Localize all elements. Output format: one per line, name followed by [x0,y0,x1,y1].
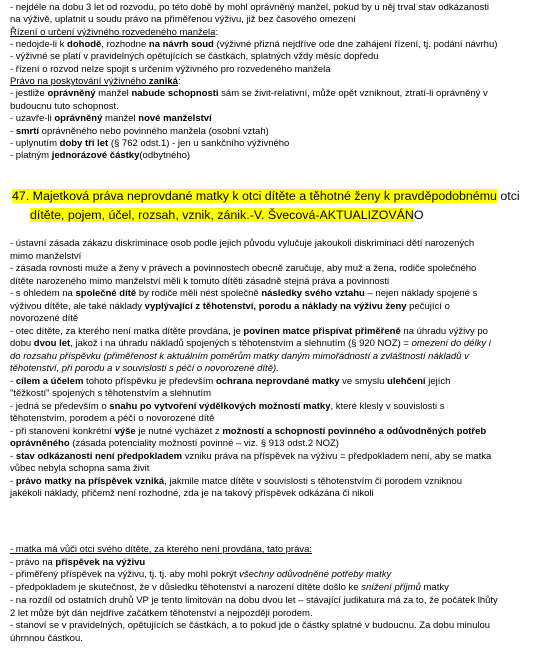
text-run: - nedojde-li k [10,39,68,51]
text-run: na návrh soud [148,39,214,51]
text-run: na výživě, uplatnit u soudu právo na přiměřenou výživu, již bez časového omezení [10,14,356,26]
paragraph-line [10,101,119,113]
paragraph-line [10,363,279,375]
text-run: jednorázové částky [51,150,140,162]
paragraph-line [10,313,78,325]
paragraph-line [10,438,339,450]
section-heading-line-2 [30,207,423,224]
text-run: oprávněný [54,113,103,125]
paragraph-line [10,620,490,632]
text-run: Právo na poskytování výživného [10,76,149,88]
paragraph-line [10,126,269,138]
paragraph-line [10,557,145,569]
paragraph-line [10,413,214,425]
text-run: oprávněného [10,438,70,449]
paragraph-line [10,338,491,350]
text-run: těhotenstvím, porodem a péčí o novorozené dítě [10,413,215,424]
text-run: - matka má vůči otci svého dítěte, za kterého není provdána, tato práva: [10,544,313,555]
text-run: novorozené dítě [10,313,79,324]
text-run: ulehčení [387,375,426,387]
text-run: dobu [10,338,34,349]
paragraph-line [10,401,445,413]
paragraph-line [10,463,149,475]
paragraph-line [10,2,489,14]
text-run: doby tří let [59,137,109,149]
text-run: možností a schopností povinného a odůvodněných potřeb [222,425,487,437]
text-run: jejích [425,375,451,387]
paragraph-line [10,263,476,275]
paragraph-line [10,39,497,51]
paragraph-line [10,376,450,388]
text-run: oprávněný [47,88,96,100]
text-run: - [10,475,16,487]
text-run: vzniku práva na příspěvek na výživu = předpokladem není, aby se matka [182,450,492,462]
text-run: "těžkostí" spojených s těhotenstvím a slehnutím [10,388,212,399]
paragraph-line [10,326,488,338]
paragraph-line [10,426,486,438]
text-run: , jakmile matce dítěte v souvislosti s těhotenstvím či porodem vzniknou [164,475,462,487]
text-run: snížení příjmů [361,582,421,594]
text-run: společné dítě [75,288,137,299]
text-run: stav odkázanosti není předpokladem [15,450,183,462]
paragraph-line [10,138,289,150]
paragraph-line [10,238,474,250]
text-run: - při stanovení konkrétní [10,425,115,437]
paragraph-line [10,388,211,400]
text-run: smrtí [15,125,40,137]
text-run: (odbytného) [139,150,191,162]
text-run: - předpokladem je skutečnost, že v důsledku těhotenství a narození dítěte došlo ke [10,582,362,594]
text-run: - stanoví se v pravidelných, opětujících se částkách, a to pokud jde o částky splatné v budoucnu. Za dobu minulou [10,620,491,632]
section-heading-line-1 [12,188,520,205]
heading-text: otci [496,189,520,203]
text-run: - na rozdíl od ostatních druhů VP je tento limitován na dobu dvou let – stávající judikatura má za to, že počátek lhůty [10,594,498,606]
text-run: , rozhodne [101,39,149,51]
text-run: je nutné vycházet z [135,425,223,437]
paragraph-line [10,150,190,162]
paragraph-line [10,633,83,645]
paragraph-line [10,544,312,556]
text-run: - výživné se platí v pravidelných opětujících se částkách, splatných vždy měsíc dopředu [10,51,379,63]
text-run: na úhradu výživy po [400,325,488,337]
text-run: omezení do délky i [411,338,491,349]
text-run: těhotenství, při porodu a v souvislosti s péčí o novorozené dítě). [10,363,279,374]
text-run: (výživné přizná nejdříve ode dne zahájení řízení, tj. podání návrhu) [213,39,498,51]
text-run: - jedná se především o [10,400,110,412]
text-run: - platným [10,150,52,162]
text-run: - s ohledem na [10,288,76,299]
text-run: - ústavní zásada zákazu diskriminace osob podle jejich původu vylučuje jakoukoli diskriminaci dětí narozených [10,238,475,249]
paragraph-line [10,14,356,26]
text-run: zaniká [148,76,178,88]
paragraph-line [10,251,81,263]
text-run: : [177,76,181,88]
text-run: - [10,125,16,137]
text-run: ve smyslu [339,375,388,387]
heading-highlight: 47. Majetková práva neprovdané matky k otci dítěte a těhotné ženy k pravděpodobnému [12,189,497,203]
text-run: manžel [102,113,139,125]
text-run: všechny odůvodněné potřeby matky [239,569,392,581]
text-run: dítěte narozeného mimo manželství měli k tomuto dítěti zásadně stejná práva a povinnosti [10,275,390,287]
text-run: - zásada rovnosti muže a ženy v právech a povinnostech obecně zaručuje, aby muž a žena, rodiče společného [10,263,477,274]
text-run: výživou dítěte, ale také náklady [10,300,145,312]
text-run: - právo na [10,556,56,568]
paragraph-line [10,76,181,88]
text-run: manžel [95,88,132,100]
paragraph-line [10,476,462,488]
text-run: pečující o [406,300,450,312]
text-run: (zásada potenciality možností povinné – viz. § 913 odst.2 NOZ) [69,438,339,449]
text-run: vůbec nebyla schopna sama živit [10,463,150,474]
text-run: - nejdéle na dobu 3 let od rozvodu, po této době by mohl oprávněný manžel, pokud by u něj trval stav odkázanosti [10,2,489,13]
text-run: následky svého vztahu [261,288,365,299]
paragraph-line [10,301,450,313]
text-run: právo matky na příspěvek vzniká [15,475,165,487]
text-run: - [10,450,16,462]
paragraph-line [10,51,379,63]
text-run: tohoto příspěvku je především [83,375,216,387]
text-run: vyplývající z těhotenství, porodu a náklady na výživu ženy [144,300,407,312]
paragraph-line [10,64,331,76]
text-run: - jestliže [10,88,48,100]
text-run: – nejen náklady spojené s [364,288,478,299]
text-run: by rodiče měli nést společně [136,288,262,299]
text-run: , které klesly v souvislosti s [330,400,445,412]
text-run: do rozsahu příspěvku (přiměřenost k aktuálním poměrům matky daným mimořádností a zvláštností nákladů v [10,350,469,362]
text-run: - řízení o rozvod nelze spojit s určením výživného pro rozvedeného manžela [10,63,331,75]
text-run: (§ 762 odst.1) - jen u sankčního výživného [108,137,290,149]
text-run: , jakož i na úhradu nákladů spojených s těhotenstvím a slehnutím (§ 920 NOZ) = [70,338,412,349]
text-run: - uplynutím [10,137,60,149]
paragraph-line [10,88,488,100]
text-run: budoucnu tuto schopnost. [10,100,119,112]
text-run: 2 let může být dán nejdříve začátkem těhotenství a nejpozději porodem. [10,607,313,619]
text-run: dvou let [33,338,71,349]
paragraph-line [10,582,449,594]
text-run: nové manželství [138,113,212,125]
paragraph-line [10,288,477,300]
text-run: jakékoli náklady, přičemž není rozhodné, zda je na takový příspěvek odkázána či nikoli [10,488,374,499]
text-run: matky [420,582,449,594]
text-run: dohodě [67,39,102,51]
text-run: příspěvek na výživu [55,556,146,568]
paragraph-line [10,276,389,288]
text-run: úhrnnou částkou. [10,632,83,644]
paragraph-line [10,27,218,39]
heading-highlight: dítěte, pojem, účel, rozsah, vznik, zánik.-V. Švecová-AKTUALIZOVÁN [30,208,414,222]
text-run: sám se živit-relativní, může opět vzniknout, ztratí-li oprávněný v [218,88,488,100]
text-run: : [215,26,219,38]
heading-text: O [413,208,424,222]
text-run: povinen matce přispívat přiměřeně [243,325,401,337]
paragraph-line [10,569,391,581]
paragraph-line [10,608,313,620]
text-run: - přiměřený příspěvek na výživu, tj. tj. aby mohl pokrýt [10,569,240,581]
text-run: oprávněného nebo povinného manžela (osobní vztah) [39,125,269,137]
paragraph-line [10,351,469,363]
text-run: ochrana neprovdané matky [215,375,340,387]
paragraph-line [10,595,498,607]
text-run: cílem a účelem [15,375,84,387]
text-run: Řízení o určení výživného rozvedeného manžela [10,26,216,38]
paragraph-line [10,451,491,463]
paragraph-line [10,113,212,125]
text-run: mimo manželství [10,250,82,262]
text-run: - [10,375,16,387]
paragraph-line [10,488,374,500]
text-run: - otec dítěte, za kterého není matka dítěte provdána, je [10,325,244,337]
text-run: nabude schopnosti [131,88,219,100]
text-run: - uzavře-li [10,113,55,125]
text-run: výše [114,425,136,437]
text-run: snahu po vytvoření výdělkových možností matky [109,400,331,412]
